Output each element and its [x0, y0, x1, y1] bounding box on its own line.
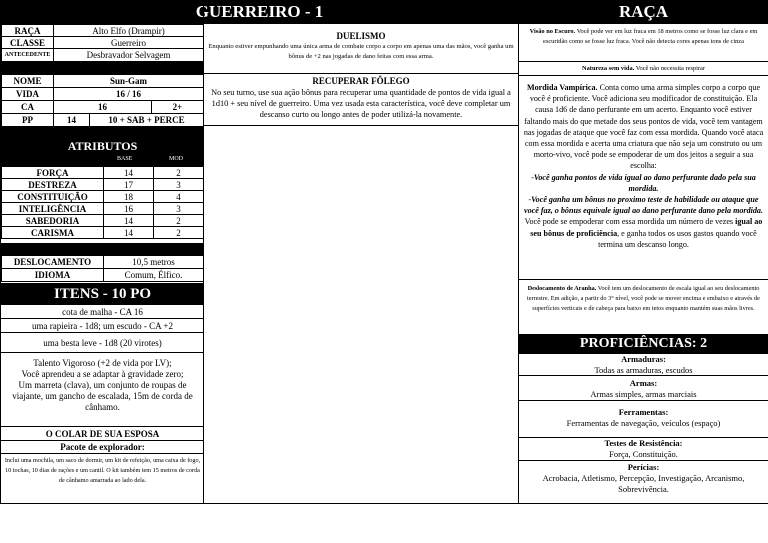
misc-line: Um marreta (clava), um conjunto de roupas de viajante, um gancho de escalada, 15m de corda de cânhamo.: [12, 380, 193, 412]
ac-extra: 2+: [152, 101, 204, 114]
duelismo-title: DUELISMO: [336, 31, 386, 41]
divider-bar: [1, 243, 204, 255]
attr-mod: 4: [154, 191, 204, 203]
middle-column: [204, 0, 519, 504]
attr-name: CONSTITUIÇÃO: [2, 191, 104, 203]
necklace-item: [1, 427, 204, 441]
right-column: [519, 0, 768, 504]
bite-tail-b: igual ao seu bônus de proficiência: [530, 217, 763, 238]
misc-items: [1, 353, 204, 427]
divider-bar: [1, 62, 204, 74]
bite-title: Mordida Vampírica.: [526, 83, 598, 92]
attr-base: 16: [104, 203, 154, 215]
proficiencies-title: PROFICIÊNCIAS: 2: [579, 336, 708, 351]
class-title: GUERREIRO - 1: [195, 2, 324, 21]
darkvision-title: Visão no Escuro.: [529, 28, 576, 35]
bite-tail-a: Você pode se empoderar com essa mordida um número de vezes: [524, 217, 734, 227]
prof-title: Armas:: [629, 378, 658, 388]
pack-title: Pacote de explorador:: [1, 441, 204, 454]
attr-base: 18: [104, 191, 154, 203]
attribute-row: [2, 167, 204, 179]
attr-name: DESTREZA: [2, 179, 104, 191]
attr-mod: 3: [154, 203, 204, 215]
attributes-title-bar: [1, 126, 204, 166]
list-item: uma rapieira - 1d8; um escudo - CA +2: [1, 319, 204, 333]
list-item: uma besta leve - 1d8 (20 virotes): [1, 333, 204, 353]
bite-option: -Você ganha pontos de vida igual ao dano perfurante dado pela sua mordida.: [531, 172, 756, 193]
proficiency-skills: [519, 461, 768, 503]
name-label: NOME: [2, 75, 54, 88]
proficiency-weapons: [519, 376, 768, 401]
speed-value: 10,5 metros: [104, 256, 204, 269]
left-column: [0, 0, 204, 504]
attributes-table: [1, 166, 204, 239]
bite-text: Conta como uma arma simples corpo a corpo que você é proficiente. Você adiciona seu modificador de constituição. Ela causa 1d6 de dano perfurante em um acerto. Enquanto você estiver faltando mais do que metade dos seus pontos de vida, você tem vantagem nas jogadas de ataque que você faz com essa mordida. Quando você ataca com essa mordida e acerta uma criatura que não seja um construto ou um morto-vivo, você pode se empoderar de um dos jeitos a seguir a sua escolha:: [523, 83, 764, 171]
race-title: RAÇA: [618, 2, 669, 21]
duelismo-text: Enquanto estiver empunhando uma única arma de combate corpo a corpo em apenas uma das mãos, você ganha um bônus de +2 nas jogadas de dano feitas com essa arma.: [208, 43, 514, 60]
prof-title: Armaduras:: [621, 354, 666, 364]
attr-name: SABEDORIA: [2, 215, 104, 227]
attr-base: 14: [104, 215, 154, 227]
proficiency-saves: [519, 438, 768, 461]
proficiencies-title-bar: [519, 334, 768, 354]
attr-mod-header: MOD: [169, 156, 184, 162]
attr-name: INTELIGÊNCIA: [2, 203, 104, 215]
attr-mod: 3: [154, 179, 204, 191]
stats-table: [1, 74, 204, 127]
race-label: RAÇA: [2, 25, 54, 37]
prof-title: Ferramentas:: [618, 407, 669, 417]
attr-name: FORÇA: [2, 167, 104, 179]
class-value: Guerreiro: [54, 37, 204, 49]
race-value: Alto Elfo (Drampir): [54, 25, 204, 37]
hp-value: 16 / 16: [54, 88, 204, 101]
hp-label: VIDA: [2, 88, 54, 101]
misc-line: Você aprendeu a se adaptar à gravidade zero;: [21, 369, 184, 379]
list-item: cota de malha - CA 16: [1, 305, 204, 319]
attr-mod: 2: [154, 167, 204, 179]
prof-title: Testes de Resistência:: [604, 438, 683, 448]
character-name: Sun-Gam: [54, 75, 204, 88]
pp-value: 14: [54, 114, 90, 127]
lifeless-title: Natureza sem vida.: [582, 65, 635, 72]
ac-value: 16: [54, 101, 152, 114]
items-title-bar: [1, 283, 204, 305]
prof-value: Acrobacia, Atletismo, Percepção, Investigação, Arcanismo, Sobrevivência.: [542, 473, 745, 494]
attr-base: 14: [104, 167, 154, 179]
background-label: ANTECEDENTE: [2, 49, 54, 62]
prof-value: Todas as armaduras, escudos: [594, 365, 693, 375]
attributes-title: ATRIBUTOS: [67, 139, 138, 153]
folego-text: No seu turno, use sua ação bônus para recuperar uma quantidade de pontos de vida igual a 1d10 + seu nível de guerreiro. Uma vez usada esta característica, você deve completar um descanso curto ou longo antes de poder utilizá-la novamente.: [211, 88, 511, 119]
items-title: ITENS - 10 PO: [53, 286, 152, 302]
duelismo-feature: [204, 24, 518, 74]
movement-table: [1, 255, 204, 282]
necklace-label: O COLAR DE SUA ESPOSA: [45, 429, 160, 439]
attribute-row: [2, 227, 204, 239]
attr-mod: 2: [154, 215, 204, 227]
pack-text: Inclui uma mochila, um saco de dormir, um kit de refeição, uma caixa de fogo, 10 tochas, 10 dias de rações e um cantil. O kit também tem 15 metros de corda de cânhamo amarrada ao lado dela.: [4, 457, 201, 484]
language-label: IDIOMA: [2, 269, 104, 282]
spider-title: Deslocamento de Aranha.: [527, 285, 597, 292]
attr-name: CARISMA: [2, 227, 104, 239]
ac-label: CA: [2, 101, 54, 114]
prof-value: Ferramentas de navegação, veículos (espaço): [566, 418, 721, 428]
attribute-row: [2, 179, 204, 191]
background-value: Desbravador Selvagem: [54, 49, 204, 62]
class-label: CLASSE: [2, 37, 54, 49]
lifeless-text: Você não necessita respirar: [635, 65, 705, 72]
info-table: [1, 24, 204, 62]
attr-mod: 2: [154, 227, 204, 239]
attribute-row: [2, 215, 204, 227]
pp-formula: 10 + SAB + PERCE: [90, 114, 204, 127]
pp-label: PP: [2, 114, 54, 127]
spider-text: Você tem um deslocamento de escala igual ao seu deslocamento terrestre. Em adição, a partir do 3° nível, você pode se mover encima e embaixo e através de superfícies verticais e de cabeça para baixo em tetos enquanto mantém suas mãos livres.: [527, 285, 760, 312]
speed-label: DESLOCAMENTO: [2, 256, 104, 269]
proficiencies-list: [519, 354, 768, 503]
attr-base: 14: [104, 227, 154, 239]
attr-base-header: BASE: [117, 156, 133, 162]
spider-move-trait: [519, 280, 768, 334]
items-list: [1, 305, 204, 353]
prof-value: Armas simples, armas marciais: [590, 389, 697, 399]
proficiency-tools: [519, 401, 768, 438]
prof-value: Força, Constituição.: [609, 449, 678, 459]
prof-title: Perícias:: [627, 462, 660, 472]
darkvision-trait: [519, 24, 768, 62]
proficiency-armor: [519, 354, 768, 376]
attribute-row: [2, 203, 204, 215]
explorer-pack: [1, 441, 204, 504]
sheet-bottom-border: [0, 503, 768, 504]
attribute-row: [2, 191, 204, 203]
lifeless-trait: [519, 62, 768, 76]
misc-line: Talento Vigoroso (+2 de vida por LV);: [33, 358, 172, 368]
bite-option: -Você ganha um bônus no proximo teste de habilidade ou ataque que você faz, o bônus equivale igual ao dano perfurante dano pela mordida.: [524, 195, 763, 216]
folego-title: RECUPERAR FÔLEGO: [312, 76, 410, 86]
language-value: Comum, Élfico.: [104, 269, 204, 282]
bite-tail-c: , e ganha todos os usos gastos quando você termina um descanso longo.: [598, 228, 757, 249]
recover-breath-feature: [204, 74, 518, 126]
bite-tail: [522, 216, 765, 250]
attr-base: 17: [104, 179, 154, 191]
vampire-bite-trait: [519, 76, 768, 280]
darkvision-text: Você pode ver em luz fraca em 18 metros como se fosse luz clara e em escuridão como se fosse luz fraca. Você não detecta cores apenas tons de cinza: [543, 28, 758, 45]
